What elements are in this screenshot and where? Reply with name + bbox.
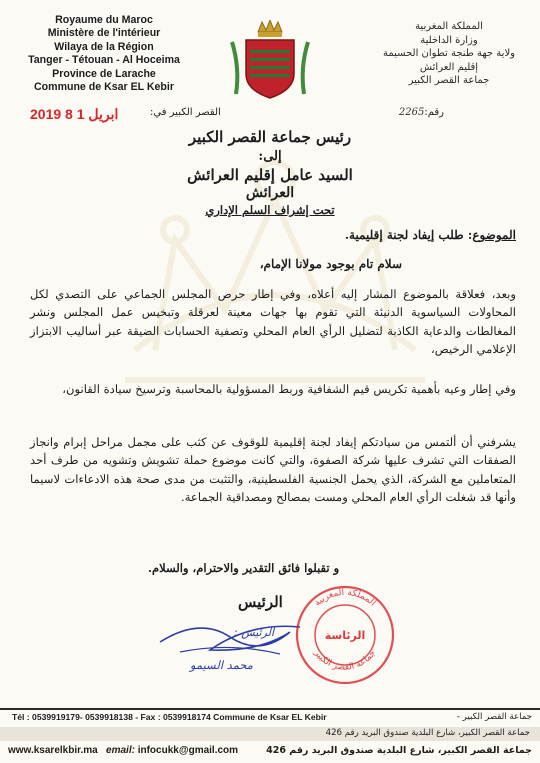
seal-bottom-text: جماعة القصر الكبير (311, 648, 379, 673)
signatory-title: الرئيس (238, 593, 283, 611)
header-ar-line: ولاية جهة طنجة تطوان الحسيمة (383, 48, 515, 59)
header-fr-line: Commune de Ksar EL Kebir (34, 81, 174, 94)
date-stamp: 2019 ابريل 1 8 (30, 106, 119, 122)
seal-center-text: الرئاسة (324, 629, 366, 642)
body-paragraph: وبعد، فعلاقة بالموضوع المشار إليه أعلاه، وفي إطار حرص المجلس الجماعي على التصدي لكل المحاولات السياسوية الدنيئة التي تقوم بها جهات معينة لعرقلة وتبخيس عمل المجلس ونشر المغالطات والدعاية الكاذبة لتضليل الرأي العام المحلي وتصفية الحسابات الضيقة عبر أساليب الابتزاز الإعلامي الرخيص، (30, 287, 516, 357)
seal-top-text: المملكة المغربية (312, 587, 378, 609)
header-ar-line: جماعة القصر الكبير (408, 75, 490, 86)
footer-address-band (0, 727, 540, 741)
closing-formula: و تقبلوا فائق التقدير والاحترام، والسلام. (148, 561, 340, 575)
header-fr-line: Province de Larache (52, 67, 156, 80)
place-date-label: القصر الكبير في: (150, 107, 221, 118)
footer-contact-line (12, 712, 532, 722)
svg-text:جماعة القصر الكبير (311, 648, 378, 673)
header-ar-line: المملكة المغربية (415, 21, 483, 32)
footer-phone-fax: Tél : 0539919179- 0539918138 - Fax : 0539918174 Commune de Ksar EL Kebir (12, 712, 327, 722)
recipient-title: السيد عامل إقليم العرائش (187, 166, 353, 184)
signatory-small-label: الرئيس : (234, 626, 275, 639)
footer-address-ar: جماعة القصر الكبير، شارع البلدية صندوق البريد رقم 426 (325, 728, 530, 738)
body-paragraph: وفي إطار وعيه بأهمية تكريس قيم الشفافية وربط المسؤولية بالمحاسبة وترسيخ سيادة القانون، (62, 382, 516, 396)
header-fr-line: Ministère de l'intérieur (47, 27, 161, 40)
header-ar-line: وزارة الداخلية (420, 34, 478, 46)
header-arabic (374, 20, 524, 88)
footer-web-line (8, 745, 534, 756)
header-ar-line: إقليم العرائش (419, 61, 479, 73)
footer-email-label: email: (106, 745, 135, 756)
reference-number (395, 107, 444, 118)
header-fr-line: Tanger - Tétouan - Al Hoceima (28, 54, 180, 67)
recipient-city: العرائش (245, 185, 295, 201)
header-fr-line: Wilaya de la Région (54, 40, 154, 53)
signatory-name: محمد السيمو (190, 658, 253, 672)
administrative-channel: تحت إشراف السلم الإداري (205, 203, 335, 217)
official-seal (290, 580, 400, 690)
header-french (14, 14, 194, 94)
greeting: سلام تام بوجود مولانا الإمام، (259, 257, 402, 271)
footer-email[interactable]: infocukk@gmail.com (137, 745, 239, 756)
body-paragraph: يشرفني أن ألتمس من سيادتكم إيفاد لجنة إقليمية للوقوف عن كثب على مجمل مراحل إبرام وانجاز الصفقات التي تشرف عليها شركة الصفوة، والتي كانت موضوع حملة تشويش وتشويه من طرف أحد المتعاملين مع الشركة، الذي يحمل الجنسية الفلسطينية، والتثبت من مدى صحة هذه الادعاءات لاسيما وأنها قد شغلت الرأي العام المحلي ومست بمصالح ومصداقية الجماعة. (30, 435, 516, 505)
reference-value: 2265 (398, 107, 425, 118)
coat-of-arms-emblem (228, 20, 312, 102)
subject-line (345, 228, 516, 242)
footer-website[interactable]: www.ksarelkbir.ma (8, 745, 98, 756)
to-label: إلى: (258, 149, 282, 164)
subject-label: الموضوع (472, 228, 516, 242)
footer-address-ar-2: جماعة القصر الكبير، شارع البلدية صندوق البريد رقم 426 (266, 745, 532, 756)
footer-rule (0, 708, 540, 710)
header-fr-line: Royaume du Maroc (55, 14, 153, 26)
sender-title: رئيس جماعة القصر الكبير (188, 128, 352, 146)
subject-text: : طلب إيفاد لجنة إقليمية. (344, 228, 473, 242)
reference-label: رقم: (424, 107, 444, 118)
footer-commune-ar: جماعة القصر الكبير - (456, 712, 532, 722)
